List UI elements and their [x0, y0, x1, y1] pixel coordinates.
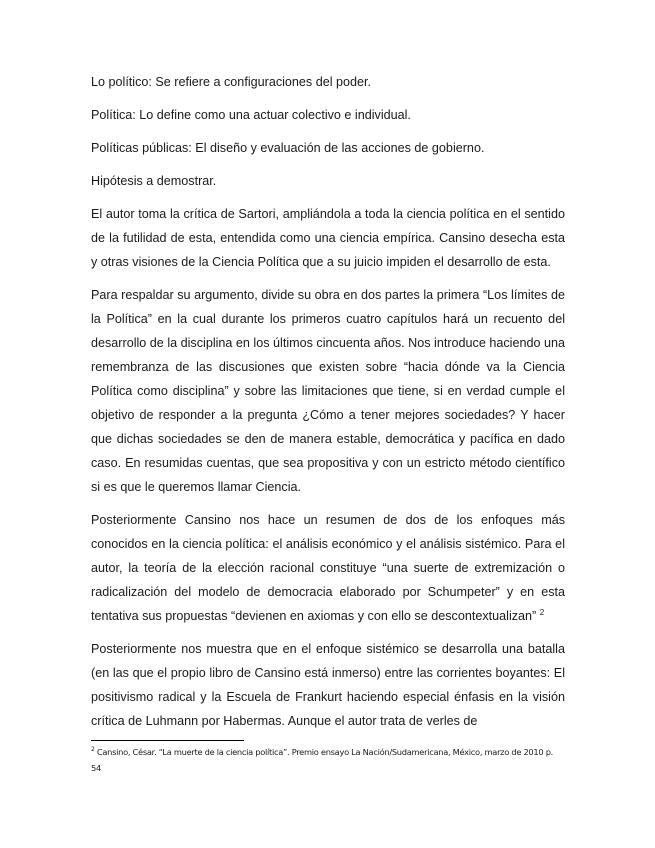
paragraph-3 — [91, 508, 565, 628]
footnote — [91, 744, 565, 776]
footnote-separator — [91, 740, 244, 741]
paragraph-4: Posteriormente nos muestra que en el enfoque sistémico se desarrolla una batalla (en las que el propio libro de Cansino está inmerso) entre las corrientes boyantes: El positivismo radical y la Escuela de Frankurt haciendo especial énfasis en la visión crítica de Luhmann por Habermas. Aunque el autor trata de verles de — [91, 642, 565, 728]
paragraph-3-text: Posteriormente Cansino nos hace un resumen de dos de los enfoques más conocidos en la ciencia política: el análisis económico y el análisis sistémico. Para el autor, la teoría de la elección racional constituye “una suerte de extremización o radicalización del modelo de democracia elaborado por Schumpeter” y en esta tentativa sus propuestas “devienen en axiomas y con ello se descontextualizan” — [91, 513, 565, 623]
definition-politicas-publicas: Políticas públicas: El diseño y evaluación de las acciones de gobierno. — [91, 141, 485, 155]
definition-politica: Política: Lo define como una actuar colectivo e individual. — [91, 108, 411, 122]
footnote-text: Cansino, César. “La muerte de la ciencia política”. Premio ensayo La Nación/Sudamericana, México, marzo de 2010 p. 54 — [91, 747, 554, 773]
paragraph-2: Para respaldar su argumento, divide su obra en dos partes la primera “Los límites de la Política” en la cual durante los primeros cuatro capítulos hará un recuento del desarrollo de la disciplina en los últimos cincuenta años. Nos introduce haciendo una remembranza de las discusiones que existen sobre “hacia dónde va la Ciencia Política como disciplina” y sobre las limitaciones que tiene, si en verdad cumple el objetivo de responder a la pregunta ¿Cómo a tener mejores sociedades? Y hacer que dichas sociedades se den de manera estable, democrática y pacífica en dado caso. En resumidas cuentas, que sea propositiva y con un estricto método científico si es que le queremos llamar Ciencia. — [91, 288, 565, 494]
footnote-reference: 2 — [539, 607, 545, 617]
paragraph-1: El autor toma la crítica de Sartori, ampliándola a toda la ciencia política en el sentido de la futilidad de esta, entendida como una ciencia empírica. Cansino desecha esta y otras visiones de la Ciencia Política que a su juicio impiden el desarrollo de esta. — [91, 207, 565, 269]
body-text — [91, 70, 565, 742]
definition-lo-politico: Lo político: Se refiere a configuraciones del poder. — [91, 75, 372, 89]
section-heading-hipotesis: Hipótesis a demostrar. — [91, 174, 217, 188]
footnote-marker: 2 — [91, 746, 95, 754]
